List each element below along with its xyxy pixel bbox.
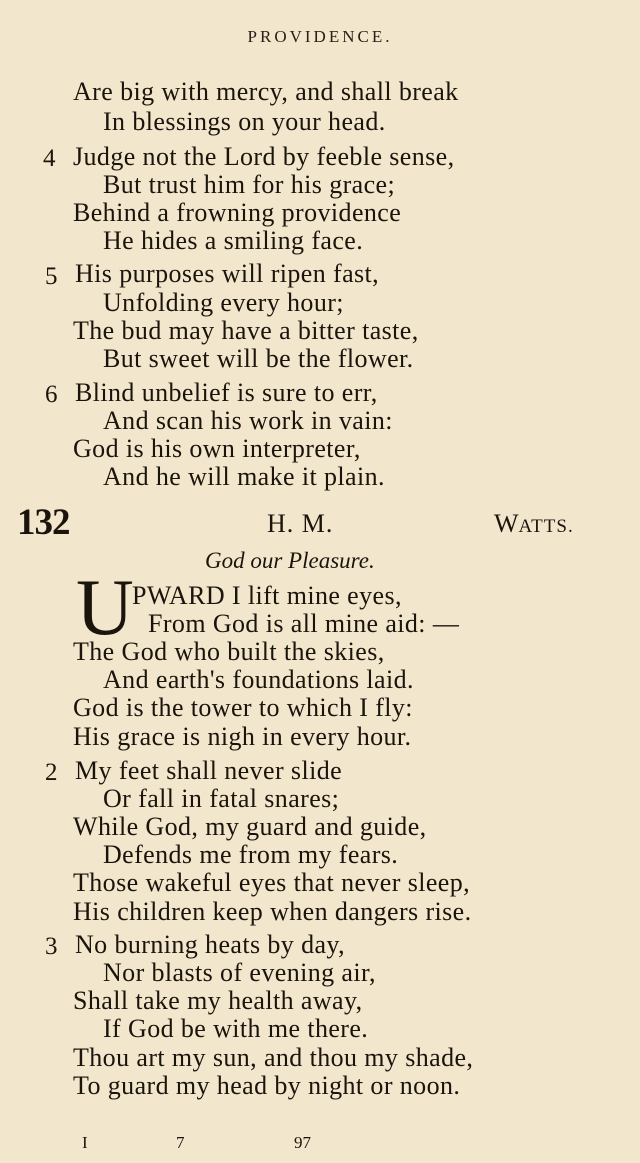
- drop-cap: U: [76, 564, 134, 652]
- verse-line: But sweet will be the flower.: [103, 344, 414, 373]
- stanza-number: 4: [43, 145, 56, 172]
- hymn-number: 132: [17, 502, 70, 543]
- verse-line: Behind a frowning providence: [73, 198, 402, 227]
- verse-line: Blind unbelief is sure to err,: [75, 378, 378, 407]
- verse-line: The bud may have a bitter taste,: [73, 316, 419, 345]
- stanza-number: 2: [45, 759, 58, 786]
- verse-line: He hides a smiling face.: [103, 226, 364, 255]
- verse-line: While God, my guard and guide,: [73, 812, 427, 841]
- verse-line: God is his own interpreter,: [73, 434, 361, 463]
- verse-line: Thou art my sun, and thou my shade,: [73, 1043, 474, 1072]
- verse-line: And earth's foundations laid.: [103, 665, 414, 694]
- verse-line: No burning heats by day,: [75, 930, 346, 959]
- author-rest: ATTS.: [518, 516, 574, 537]
- signature-number: 7: [176, 1133, 185, 1152]
- verse-line: His purposes will ripen fast,: [75, 259, 380, 288]
- verse-line: Are big with mercy, and shall break: [73, 77, 459, 106]
- verse-line: Or fall in fatal snares;: [103, 784, 340, 813]
- page-number: 97: [294, 1133, 311, 1152]
- verse-line: To guard my head by night or noon.: [73, 1071, 461, 1100]
- verse-line: Defends me from my fears.: [103, 840, 399, 869]
- verse-line: His grace is nigh in every hour.: [73, 722, 412, 751]
- verse-line: Nor blasts of evening air,: [103, 958, 376, 987]
- hymn-author: [494, 509, 574, 542]
- verse-line: Unfolding every hour;: [103, 288, 344, 317]
- verse-line: And he will make it plain.: [103, 462, 385, 491]
- verse-line: The God who built the skies,: [73, 637, 385, 666]
- verse-line: In blessings on your head.: [103, 107, 386, 136]
- hymn-meter: H. M.: [267, 509, 334, 538]
- verse-line: But trust him for his grace;: [103, 170, 396, 199]
- verse-line: If God be with me there.: [103, 1014, 369, 1043]
- hymn-title: God our Pleasure.: [205, 548, 375, 573]
- signature-mark: I: [82, 1133, 88, 1152]
- verse-line: My feet shall never slide: [75, 756, 343, 785]
- verse-line: God is the tower to which I fly:: [73, 693, 413, 722]
- stanza-number: 3: [45, 933, 58, 960]
- running-head: PROVIDENCE.: [247, 27, 393, 46]
- stanza-number: 6: [45, 381, 58, 408]
- verse-line: His children keep when dangers rise.: [73, 897, 472, 926]
- verse-line: PWARD I lift mine eyes,: [132, 581, 402, 610]
- verse-line: And scan his work in vain:: [103, 406, 393, 435]
- verse-line: Judge not the Lord by feeble sense,: [73, 142, 455, 171]
- stanza-number: 5: [45, 263, 58, 290]
- verse-line: Shall take my health away,: [73, 986, 363, 1015]
- verse-line: Those wakeful eyes that never sleep,: [73, 868, 471, 897]
- author-initial: W: [494, 509, 519, 538]
- verse-line: From God is all mine aid: —: [148, 609, 460, 638]
